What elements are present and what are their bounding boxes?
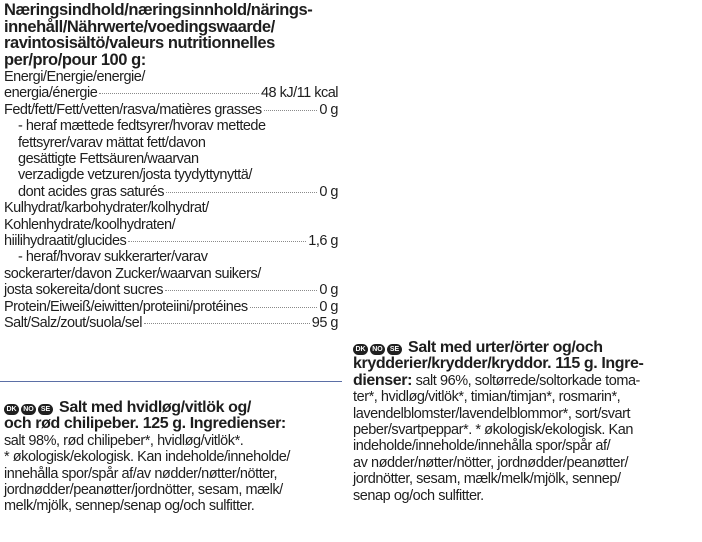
salt-label: Salt/Salz/zout/suola/sel — [4, 315, 142, 332]
saturates-label-1: - heraf mættede fedtsyrer/hvorav mettede — [18, 118, 266, 135]
ingredient-line: senap og/och sulfitter. — [353, 487, 484, 504]
leader-dots — [128, 241, 306, 242]
product-heading-line-1: Salt med hvidløg/vitlök og/ — [59, 399, 251, 416]
dk-flag-icon: DK — [4, 404, 19, 415]
nutrition-title-line: Næringsindhold/næringsinnhold/närings- — [4, 1, 313, 19]
leader-dots — [250, 307, 318, 308]
no-flag-icon: NO — [370, 344, 385, 355]
dk-flag-icon: DK — [353, 344, 368, 355]
energy-row — [4, 69, 338, 102]
protein-label: Protein/Eiweiß/eiwitten/proteiini/protéines — [4, 298, 248, 315]
leader-dots — [264, 110, 318, 111]
no-flag-icon: NO — [21, 404, 36, 415]
fat-row — [4, 102, 338, 118]
sugars-value: 0 g — [319, 282, 338, 299]
ingredient-line: indeholde/inneholde/innehålla spor/spår af/ — [353, 438, 611, 455]
ingredient-line: innehålla spor/spår af/av nødder/nøtter/nötter, — [4, 465, 278, 482]
ingredient-line: * økologisk/ekologisk. Kan indeholde/inneholde/ — [4, 449, 290, 466]
leader-dots — [144, 323, 310, 324]
product-herbs-spices — [353, 340, 693, 504]
sugars-label-1: - heraf/hvorav sukkerarter/varav — [18, 249, 208, 266]
ingredient-line: ter*, hvidløg/vitlök*, timian/timjan*, rosmarin*, — [353, 389, 621, 406]
saturates-label-4: verzadigde vetzuren/josta tyydyttynyttä/ — [18, 167, 252, 184]
carbs-label-3: hiilihydraatit/glucides — [4, 233, 127, 250]
carbs-row — [4, 200, 338, 249]
protein-row — [4, 299, 338, 315]
leader-dots — [165, 290, 317, 291]
protein-value: 0 g — [319, 298, 338, 315]
carbs-label-2: Kohlenhydrate/koolhydraten/ — [4, 216, 176, 233]
se-flag-icon: SE — [38, 404, 53, 415]
salt-value: 95 g — [311, 315, 338, 332]
sugars-label-2: sockerarter/davon Zucker/waarvan suikers/ — [4, 265, 261, 282]
saturates-label-5: dont acides gras saturés — [18, 183, 164, 200]
se-flag-icon: SE — [387, 344, 402, 355]
carbs-label-1: Kulhydrat/karbohydrater/kolhydrat/ — [4, 200, 209, 217]
product-heading-line-2: krydderier/krydder/kryddor. 115 g. Ingre- — [353, 355, 644, 373]
fat-label: Fedt/fett/Fett/vetten/rasva/matières grasses — [4, 101, 262, 118]
leader-dots — [166, 192, 317, 193]
product-heading-line-2: och rød chilipeber. 125 g. Ingredienser: — [4, 415, 286, 433]
sugars-row — [4, 249, 338, 298]
energy-value: 48 kJ/11 kcal — [260, 85, 338, 102]
carbs-value: 1,6 g — [308, 233, 338, 250]
saturates-value: 0 g — [319, 183, 338, 200]
product-heading-line-3: dienser: — [353, 371, 413, 389]
leader-dots — [99, 93, 259, 94]
product-garlic-chili — [4, 400, 338, 515]
nutrition-title-line: innehåll/Nährwerte/voedingswaarde/ — [4, 17, 275, 36]
saturates-label-3: gesättigte Fettsäuren/waarvan — [18, 151, 199, 168]
ingredient-line: lavendelblomster/lavendelblommor*, sort/svart — [353, 405, 631, 422]
ingredient-line: salt 98%, rød chilipeber*, hvidløg/vitlök*. — [4, 432, 244, 449]
saturates-row — [4, 118, 338, 200]
salt-row — [4, 315, 338, 331]
sugars-label-3: josta sokereita/dont sucres — [4, 282, 163, 299]
ingredient-line: peber/svartpeppar*. * økologisk/ekologisk. Kan — [353, 422, 633, 439]
product-heading — [4, 400, 338, 416]
nutrition-title-line: ravintosisältö/valeurs nutritionnelles — [4, 34, 275, 52]
energy-label-2: energia/énergie — [4, 85, 98, 102]
saturates-label-2: fettsyrer/varav mättat fett/davon — [18, 134, 206, 151]
product-heading — [353, 340, 693, 356]
energy-label-1: Energi/Energie/energie/ — [4, 69, 145, 85]
ingredient-line — [353, 373, 693, 389]
nutrition-title-line: per/pro/pour 100 g: — [4, 50, 146, 69]
fat-value: 0 g — [319, 101, 338, 118]
ingredient-line: av nødder/nøtter/nötter, jordnødder/peanøtter/ — [353, 454, 629, 471]
ingredient-line: jordnødder/peanøtter/jordnötter, sesam, mælk/ — [4, 482, 283, 499]
ingredient-line-start: salt 96%, soltørrede/soltorkade toma- — [412, 372, 640, 389]
ingredient-line: jordnötter, sesam, mælk/melk/mjölk, sennep/ — [353, 471, 621, 488]
ingredient-line: melk/mjölk, sennep/senap og/och sulfitter. — [4, 498, 255, 515]
nutrition-title — [4, 2, 338, 68]
nutrition-table — [4, 2, 338, 332]
section-divider — [0, 381, 342, 382]
product-heading-line-1: Salt med urter/örter og/och — [408, 339, 603, 356]
